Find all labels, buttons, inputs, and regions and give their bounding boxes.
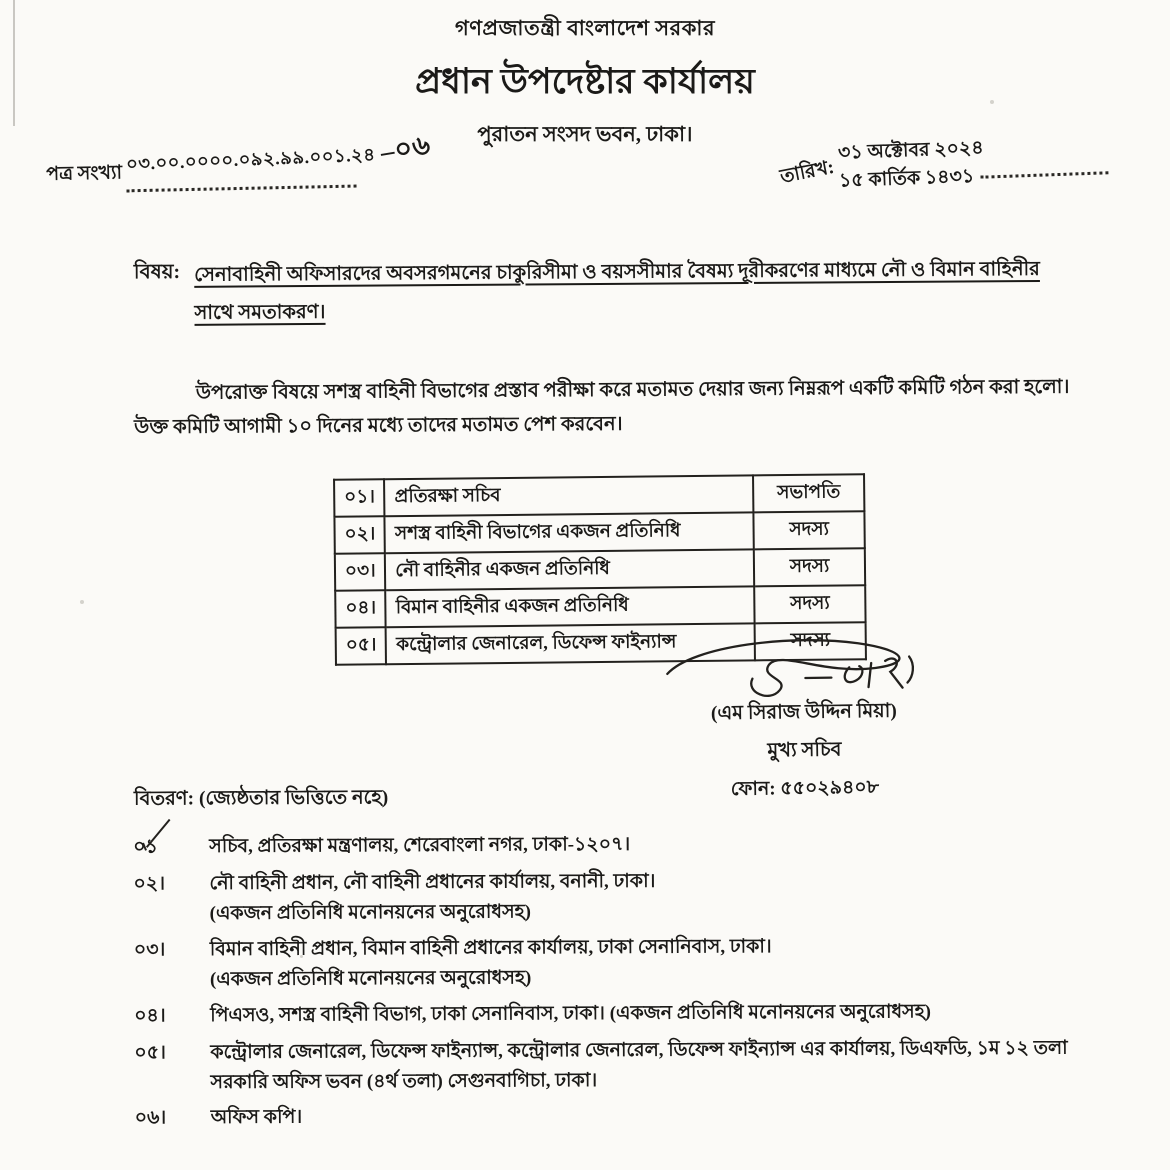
reference-number-handwritten: –০৬	[377, 129, 432, 168]
row-serial: ০৩।	[335, 553, 386, 591]
dist-serial	[133, 869, 209, 930]
date-gregorian: ৩১ অক্টোবর ২০২৪	[837, 137, 985, 164]
table-row	[335, 585, 865, 628]
dist-text: কন্ট্রোলার জেনারেল, ডিফেন্স ফাইন্যান্স, কন্ট্রোলার জেনারেল, ডিফেন্স ফাইন্যান্স এর কার্যালয়, ডিএফডি, ১ম ১২ তলা সরকারি অফিস ভবন (৪র্থ তলা) সেগুনবাগিচা, ঢাকা।	[210, 1037, 1068, 1094]
body-paragraph: উপরোক্ত বিষয়ে সশস্ত্র বাহিনী বিভাগের প্রস্তাব পরীক্ষা করে মতামত দেয়ার জন্য নিম্নরূপ একটি কমিটি গঠন করা হলো। উক্ত কমিটি আগামী ১০ দিনের মধ্যে তাদের মতামত পেশ করবেন।	[134, 376, 1070, 439]
row-designation: নৌ বাহিনীর একজন প্রতিনিধি	[385, 549, 754, 590]
row-role: সদস্য	[754, 511, 865, 549]
date-bengali-text: ১৫ কার্তিক ১৪৩১	[838, 165, 975, 192]
dist-serial-text: ০৫।	[134, 1041, 166, 1064]
dist-text: বিমান বাহিনী প্রধান, বিমান বাহিনী প্রধানের কার্যালয়, ঢাকা সেনানিবাস, ঢাকা।	[209, 935, 772, 960]
distribution-list	[133, 827, 1097, 1140]
row-serial: ০২।	[334, 516, 385, 554]
subject-text: সেনাবাহিনী অফিসারদের অবসরগমনের চাকুরিসীমা ও বয়সসীমার বৈষম্য দূরীকরণের মাধ্যমে নৌ ও বিমান বাহিনীর সাথে সমতাকরণ।	[194, 258, 1040, 324]
list-item	[134, 996, 1096, 1033]
row-serial: ০৪।	[335, 590, 386, 628]
date-block	[779, 130, 1108, 196]
dist-text: অফিস কপি।	[210, 1106, 303, 1129]
signatory-title: মুখ্য সচিব	[767, 739, 842, 762]
reference-number-block	[45, 130, 431, 194]
dist-serial-text: ০২।	[133, 873, 166, 895]
dist-entry	[210, 996, 1096, 1033]
dist-entry	[209, 827, 1095, 864]
reference-number	[125, 127, 431, 184]
dist-text: নৌ বাহিনী প্রধান, নৌ বাহিনী প্রধানের কার্যালয়, বনানী, ঢাকা।	[209, 870, 656, 895]
dist-serial	[134, 935, 210, 996]
dist-entry	[210, 930, 1096, 995]
signatory-name: (এম সিরাজ উদ্দিন মিয়া)	[710, 700, 897, 725]
row-designation: সশস্ত্র বাহিনী বিভাগের একজন প্রতিনিধি	[385, 512, 754, 553]
row-designation: প্রতিরক্ষা সচিব	[384, 475, 753, 516]
reference-number-printed: ০৩.০০.০০০০.০৯২.৯৯.০০১.২৪	[125, 144, 376, 175]
row-serial: ০১।	[334, 479, 385, 517]
list-item	[135, 1099, 1097, 1136]
row-role: সদস্য	[754, 548, 865, 586]
list-item	[134, 1033, 1096, 1099]
list-item	[134, 930, 1096, 996]
row-serial: ০৫।	[336, 627, 387, 665]
letterhead	[0, 12, 1170, 153]
row-role: সদস্য	[754, 585, 865, 623]
signature-block	[643, 634, 965, 808]
dist-note: (একজন প্রতিনিধি মনোনয়নের অনুরোধসহ)	[209, 901, 531, 925]
dist-serial-text: ০৬।	[134, 1107, 167, 1129]
table-row	[334, 511, 864, 554]
office-address: পুরাতন সংসদ ভবন, ঢাকা।	[477, 122, 693, 146]
dist-serial	[135, 1103, 211, 1135]
signatory-phone: ফোন: ৫৫০২৯৪০৮	[730, 776, 880, 801]
dist-serial	[134, 1001, 210, 1033]
dist-entry	[209, 864, 1095, 929]
dist-entry	[211, 1099, 1097, 1136]
subject-label: বিষয়:	[133, 260, 181, 284]
dist-text: সচিব, প্রতিরক্ষা মন্ত্রণালয়, শেরেবাংলা নগর, ঢাকা-১২০৭।	[209, 833, 631, 858]
dist-serial-text: ০৪।	[134, 1004, 166, 1027]
reference-label: পত্র সংখ্যা	[46, 162, 123, 186]
dist-serial-text: ০৩।	[133, 939, 166, 961]
row-role: সভাপতি	[753, 474, 864, 512]
list-item	[133, 827, 1095, 864]
office-name: প্রধান উপদেষ্টার কার্যালয়	[415, 62, 755, 101]
dist-serial	[134, 1038, 210, 1099]
row-role: সদস্য	[755, 622, 866, 660]
signature-scribble	[653, 634, 954, 704]
dist-serial	[133, 832, 209, 864]
table-row	[335, 548, 865, 591]
distribution-heading: বিতরণ: (জ্যেষ্ঠতার ভিত্তিতে নহে)	[133, 787, 389, 810]
dist-text: পিএসও, সশস্ত্র বাহিনী বিভাগ, ঢাকা সেনানিবাস, ঢাকা। (একজন প্রতিনিধি মনোনয়নের অনুরোধসহ)	[210, 1000, 932, 1026]
list-item	[133, 864, 1095, 930]
subject-block	[134, 251, 1071, 334]
government-name: গণপ্রজাতন্ত্রী বাংলাদেশ সরকার	[454, 16, 716, 40]
row-designation: বিমান বাহিনীর একজন প্রতিনিধি	[386, 586, 755, 627]
dotted-line	[980, 165, 1108, 178]
date-label: তারিখ:	[778, 156, 837, 188]
row-designation: কন্ট্রোলার জেনারেল, ডিফেন্স ফাইন্যান্স	[386, 623, 755, 664]
dist-note: (একজন প্রতিনিধি মনোনয়নের অনুরোধসহ)	[209, 967, 532, 991]
table-row	[334, 474, 864, 517]
dist-entry	[210, 1033, 1096, 1098]
checkmark-icon	[146, 819, 171, 848]
scan-speck	[80, 600, 84, 604]
dist-serial-text: ০১	[133, 836, 159, 858]
